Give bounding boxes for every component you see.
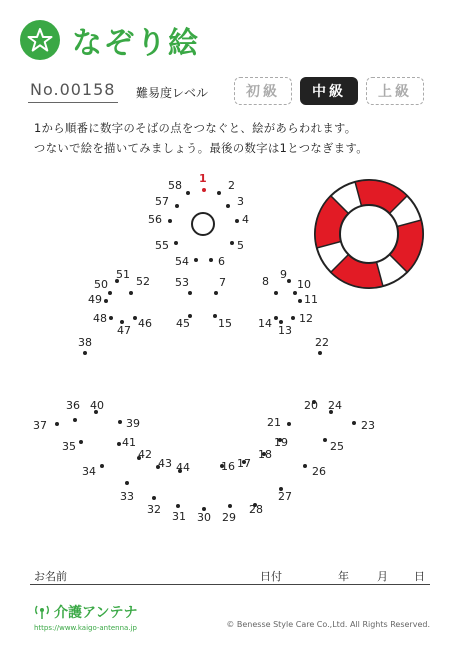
puzzle-number-label: 11 (304, 293, 318, 306)
puzzle-number-label: 25 (330, 440, 344, 453)
puzzle-number-label: 43 (158, 457, 172, 470)
puzzle-number-label: 52 (136, 275, 150, 288)
instruction-line-2: つないで絵を描いてみましょう。最後の数字は1とつなぎます。 (34, 142, 368, 155)
puzzle-number-label: 30 (197, 511, 211, 524)
puzzle-number-label: 57 (155, 195, 169, 208)
puzzle-number-label: 37 (33, 419, 47, 432)
puzzle-number-label: 53 (175, 276, 189, 289)
puzzle-number-label: 41 (122, 436, 136, 449)
name-date-line (30, 584, 430, 585)
puzzle-number-label: 55 (155, 239, 169, 252)
puzzle-number-label: 50 (94, 278, 108, 291)
name-label: お名前 (34, 570, 67, 583)
puzzle-number-label: 35 (62, 440, 76, 453)
puzzle-number-label: 36 (66, 399, 80, 412)
date-label: 日付 (260, 570, 282, 583)
puzzle-number-label: 5 (237, 239, 244, 252)
puzzle-number: No.00158 (30, 80, 116, 99)
page-title: なぞり絵 (72, 26, 200, 61)
level-advanced-badge: 上級 (366, 77, 424, 105)
puzzle-number-label: 9 (280, 268, 287, 281)
puzzle-number-label: 42 (138, 448, 152, 461)
level-beginner-badge: 初級 (234, 77, 292, 105)
puzzle-number-label: 3 (237, 195, 244, 208)
puzzle-number-label: 47 (117, 324, 131, 337)
difficulty-label: 難易度レベル (136, 86, 209, 100)
puzzle-number-label: 10 (297, 278, 311, 291)
puzzle-number-label: 8 (262, 275, 269, 288)
puzzle-number-label: 56 (148, 213, 162, 226)
life-ring-example-image (305, 178, 433, 290)
puzzle-number-label: 29 (222, 511, 236, 524)
copyright-text: © Benesse Style Care Co.,Ltd. All Rights Reserved. (226, 620, 430, 629)
puzzle-number-label: 51 (116, 268, 130, 281)
brand-logo (34, 602, 137, 622)
puzzle-number-label: 54 (175, 255, 189, 268)
puzzle-number-label: 38 (78, 336, 92, 349)
puzzle-number-label: 6 (218, 255, 225, 268)
brand-name: 介護アンテナ (54, 605, 138, 621)
instruction-line-1: 1から順番に数字のそばの点をつなぐと、絵があらわれます。 (34, 122, 357, 135)
puzzle-number-label: 7 (219, 276, 226, 289)
puzzle-number-label: 22 (315, 336, 329, 349)
puzzle-number-label: 16 (221, 460, 235, 473)
puzzle-number-label: 48 (93, 312, 107, 325)
puzzle-number-label: 32 (147, 503, 161, 516)
puzzle-number-label: 24 (328, 399, 342, 412)
puzzle-number-label: 27 (278, 490, 292, 503)
puzzle-number-label: 31 (172, 510, 186, 523)
puzzle-number-label: 46 (138, 317, 152, 330)
year-label: 年 (338, 570, 349, 583)
puzzle-number-label: 26 (312, 465, 326, 478)
puzzle-number-label: 33 (120, 490, 134, 503)
puzzle-number-label: 58 (168, 179, 182, 192)
puzzle-number-label: 18 (258, 448, 272, 461)
antenna-icon (34, 604, 50, 620)
puzzle-number-label: 1 (199, 172, 207, 185)
puzzle-number-label: 15 (218, 317, 232, 330)
brand-url: https://www.kaigo-antenna.jp (34, 624, 137, 632)
puzzle-number-label: 14 (258, 317, 272, 330)
puzzle-number-label: 44 (176, 461, 190, 474)
puzzle-number-label: 28 (249, 503, 263, 516)
puzzle-number-label: 49 (88, 293, 102, 306)
puzzle-number-label: 2 (228, 179, 235, 192)
puzzle-number-label: 19 (274, 436, 288, 449)
month-label: 月 (377, 570, 388, 583)
puzzle-number-label: 40 (90, 399, 104, 412)
puzzle-number-label: 17 (237, 457, 251, 470)
puzzle-number-label: 23 (361, 419, 375, 432)
puzzle-number-label: 45 (176, 317, 190, 330)
puzzle-number-label: 12 (299, 312, 313, 325)
puzzle-number-label: 39 (126, 417, 140, 430)
puzzle-number-label: 34 (82, 465, 96, 478)
puzzle-number-label: 21 (267, 416, 281, 429)
puzzle-number-label: 4 (242, 213, 249, 226)
level-intermediate-badge: 中級 (300, 77, 358, 105)
puzzle-number-label: 20 (304, 399, 318, 412)
puzzle-number-label: 13 (278, 324, 292, 337)
day-label: 日 (414, 570, 425, 583)
